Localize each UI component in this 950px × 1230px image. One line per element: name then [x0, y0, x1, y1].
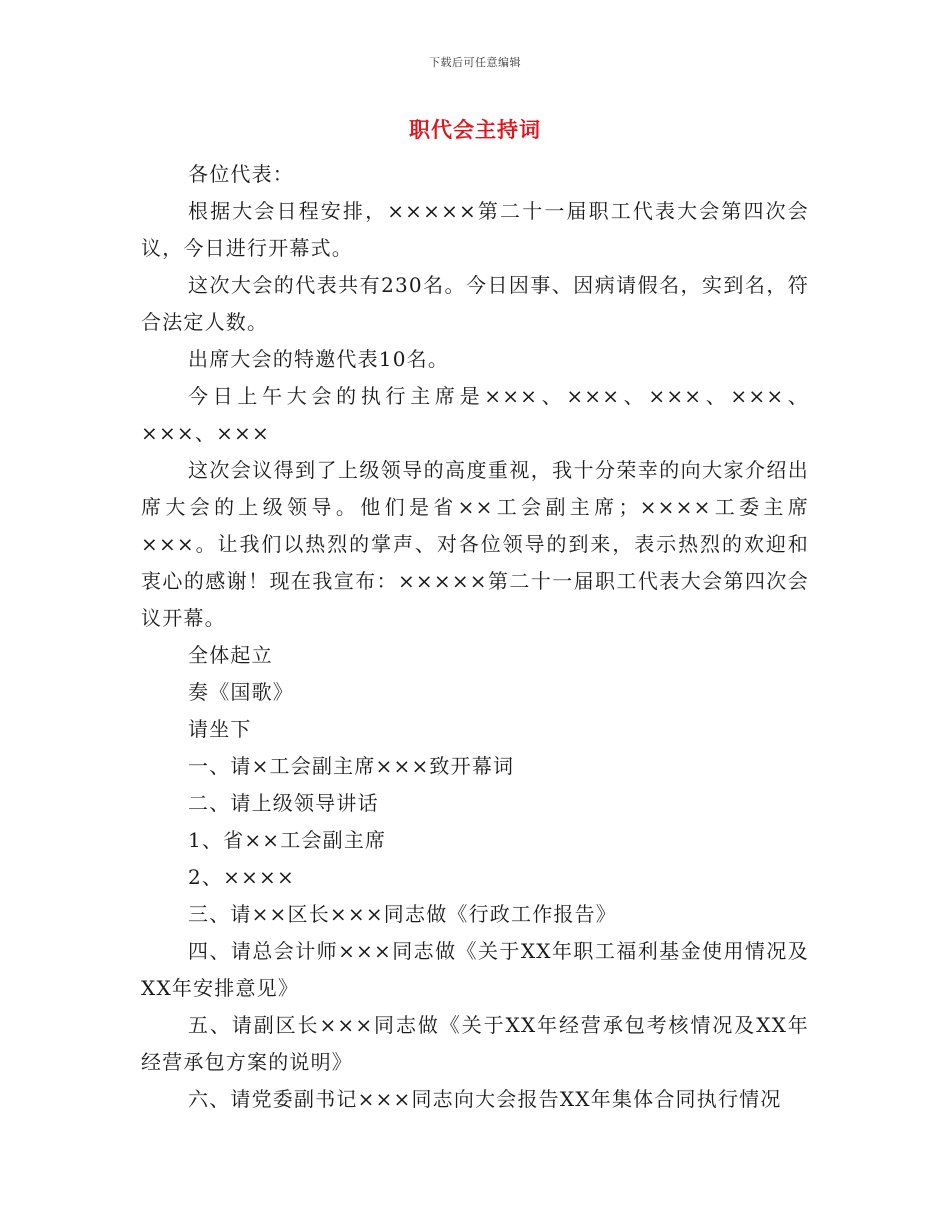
header-note: 下载后可任意编辑: [429, 56, 521, 69]
document-title: 职代会主持词: [409, 118, 541, 142]
agenda-item-6: 六、请党委副书记×××同志向大会报告XX年集体合同执行情况: [188, 1087, 782, 1111]
paragraph-presidium: 今日上午大会的执行主席是×××、×××、×××、×××、×××、×××: [141, 384, 809, 445]
agenda-item-1: 一、请×工会副主席×××致开幕词: [188, 754, 515, 778]
paragraph-schedule: 根据大会日程安排，×××××第二十一届职工代表大会第四次会议，今日进行开幕式。: [141, 199, 809, 260]
paragraph-special-delegates: 出席大会的特邀代表10名。: [188, 347, 450, 371]
agenda-item-3: 三、请××区长×××同志做《行政工作报告》: [188, 902, 617, 926]
paragraph-sit: 请坐下: [188, 717, 252, 741]
paragraph-salutation: 各位代表：: [188, 162, 294, 186]
paragraph-stand: 全体起立: [188, 643, 273, 667]
agenda-item-2: 二、请上级领导讲话: [188, 791, 379, 815]
document-body: [141, 156, 809, 1118]
agenda-item-4: 四、请总会计师×××同志做《关于XX年职工福利基金使用情况及XX年安排意见》: [141, 939, 809, 1000]
agenda-subitem-2: 2、××××: [188, 865, 295, 889]
paragraph-anthem: 奏《国歌》: [188, 680, 294, 704]
paragraph-attendance: 这次大会的代表共有230名。今日因事、因病请假名，实到名，符合法定人数。: [141, 273, 809, 334]
agenda-subitem-1: 1、省××工会副主席: [188, 828, 387, 852]
paragraph-introduction: 这次会议得到了上级领导的高度重视，我十分荣幸的向大家介绍出席大会的上级领导。他们是省××工会副主席；××××工委主席×××。让我们以热烈的掌声、对各位领导的到来，表示热烈的欢迎和衷心的感谢！现在我宣布：×××××第二十一届职工代表大会第四次会议开幕。: [141, 458, 809, 630]
agenda-item-5: 五、请副区长×××同志做《关于XX年经营承包考核情况及XX年经营承包方案的说明》: [141, 1013, 809, 1074]
